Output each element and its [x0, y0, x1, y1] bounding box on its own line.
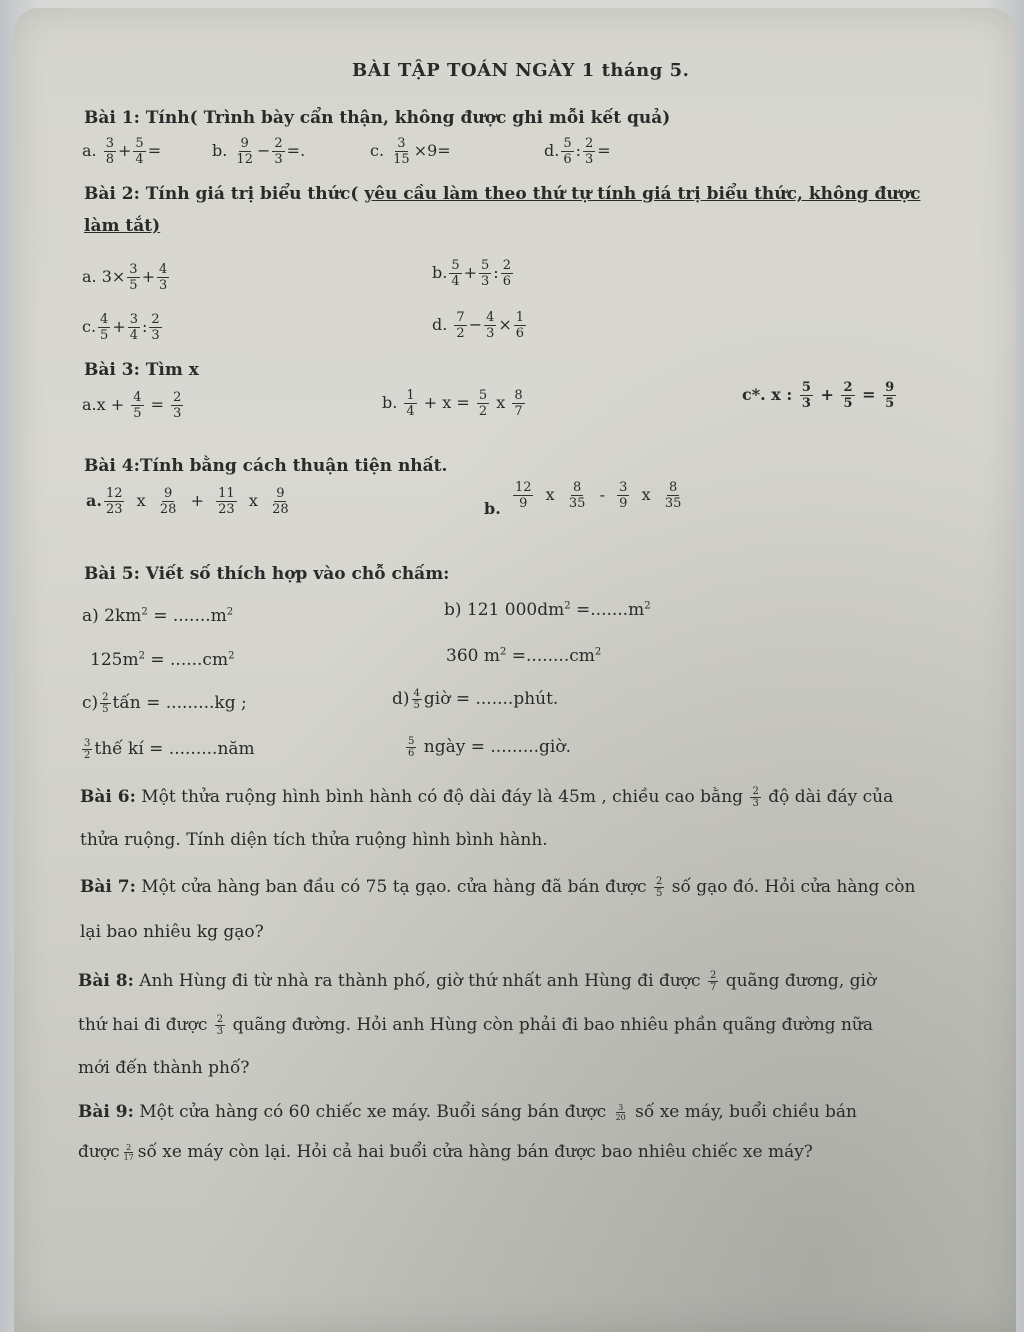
worksheet-paper — [14, 8, 1016, 1332]
bai5-b1: b) 121 $000dm^2 =.......m^2$ — [444, 600, 651, 620]
bai3-c: c*. x : $\frac{5}{3}$ + $\frac{2}{5}$ = $\frac{9}{5}$ — [742, 380, 895, 411]
bai2-heading: Bài 2: Tính giá trị biểu thức( yêu cầu làm theo thứ tự tính giá trị biểu thức, không được — [84, 184, 921, 204]
bai9-line2: được $\frac{2}{17}$ số xe máy còn lại. Hỏi cả hai buổi cửa hàng bán được bao nhiêu chiếc xe máy? — [78, 1142, 813, 1162]
page-title: BÀI TẬP TOÁN NGÀY 1 tháng 5. — [352, 60, 690, 81]
bai1-heading: Bài 1: Tính( Trình bày cẩn thận, không được ghi mỗi kết quả) — [84, 108, 671, 128]
bai5-a1: a) $2km^2 = .......m^2$ — [82, 606, 234, 626]
bai4-a: a. $\frac{12}{23}$ x $\frac{9}{28}$ + $\frac{11}{23}$ x $\frac{9}{28}$ — [86, 486, 289, 517]
bai7-line1: Bài 7: Một cửa hàng ban đầu có 75 tạ gạo. cửa hàng đã bán được $\frac{2}{5}$ số gạo đó. Hỏi cửa hàng còn — [80, 876, 916, 899]
bai9-line1: Bài 9: Một cửa hàng có 60 chiếc xe máy. Buổi sáng bán được $\frac{3}{20}$ số xe máy, buổi chiều bán — [78, 1102, 857, 1122]
bai3-heading: Bài 3: Tìm x — [84, 360, 199, 380]
bai1-d: d. $\frac{5}{6}$ : $\frac{2}{3}$ = — [544, 136, 611, 167]
bai6-line2: thửa ruộng. Tính diện tích thửa ruộng hình bình hành. — [80, 830, 548, 850]
bai2-d: d. $\frac{7}{2}$ − $\frac{4}{3}$ × $\frac{1}{6}$ — [432, 310, 525, 341]
bai5-d1: d) $\frac{4}{5}$ giờ = .......phút. — [392, 688, 559, 711]
bai3-b: b. $\frac{1}{4}$ + x = $\frac{5}{2}$ x $\frac{8}{7}$ — [382, 388, 523, 419]
bai1-c: c. $\frac{3}{15}$ ×9= — [370, 136, 451, 167]
bai3-a: a.x + $\frac{4}{5}$ = $\frac{2}{3}$ — [82, 390, 182, 421]
bai5-d2: $\frac{5}{6}$ ngày = .........giờ. — [408, 736, 571, 759]
bai6-line1: Bài 6: Một thửa ruộng hình bình hành có độ dài đáy là 45m , chiều cao bằng $\frac{2}{3}$ độ dài đáy của — [80, 786, 894, 809]
bai2-c: c. $\frac{4}{5}$ + $\frac{3}{4}$ : $\frac{2}{3}$ — [82, 312, 160, 343]
bai2-heading-line2: làm tắt) — [84, 216, 161, 236]
bai5-heading: Bài 5: Viết số thích hợp vào chỗ chấm: — [84, 564, 450, 584]
bai2-a: a. 3× $\frac{3}{5}$ + $\frac{4}{3}$ — [82, 262, 168, 293]
bai5-c2: $\frac{3}{2}$ thế kí = .........năm — [84, 738, 255, 761]
bai2-b: b. $\frac{5}{4}$ + $\frac{5}{3}$ : $\frac{2}{6}$ — [432, 258, 511, 289]
bai5-a2: $125m^2 = ......cm^2$ — [90, 650, 235, 670]
bai7-line2: lại bao nhiêu kg gạo? — [80, 922, 264, 942]
bai1-b: b. $\frac{9}{12}$ − $\frac{2}{3}$ =. — [212, 136, 306, 167]
bai1-a: a. $\frac{3}{8}$ + $\frac{5}{4}$ = — [82, 136, 162, 167]
bai4-b: b. $\frac{12}{9}$ x $\frac{8}{35}$ - $\frac{3}{9}$ x $\frac{8}{35}$ — [484, 480, 682, 518]
bai4-heading: Bài 4:Tính bằng cách thuận tiện nhất. — [84, 456, 448, 476]
bai5-b2: 360 $m^2 =........cm^2$ — [446, 646, 602, 666]
bai8-line2: thứ hai đi được $\frac{2}{3}$ quãng đường. Hỏi anh Hùng còn phải đi bao nhiêu phần quãng đường nữa — [78, 1014, 873, 1037]
bai5-c1: c) $\frac{2}{5}$ tấn = .........kg ; — [82, 692, 247, 715]
bai8-line1: Bài 8: Anh Hùng đi từ nhà ra thành phố, giờ thứ nhất anh Hùng đi được $\frac{2}{7}$ quãng đương, giờ — [78, 970, 877, 993]
bai8-line3: mới đến thành phố? — [78, 1058, 250, 1078]
